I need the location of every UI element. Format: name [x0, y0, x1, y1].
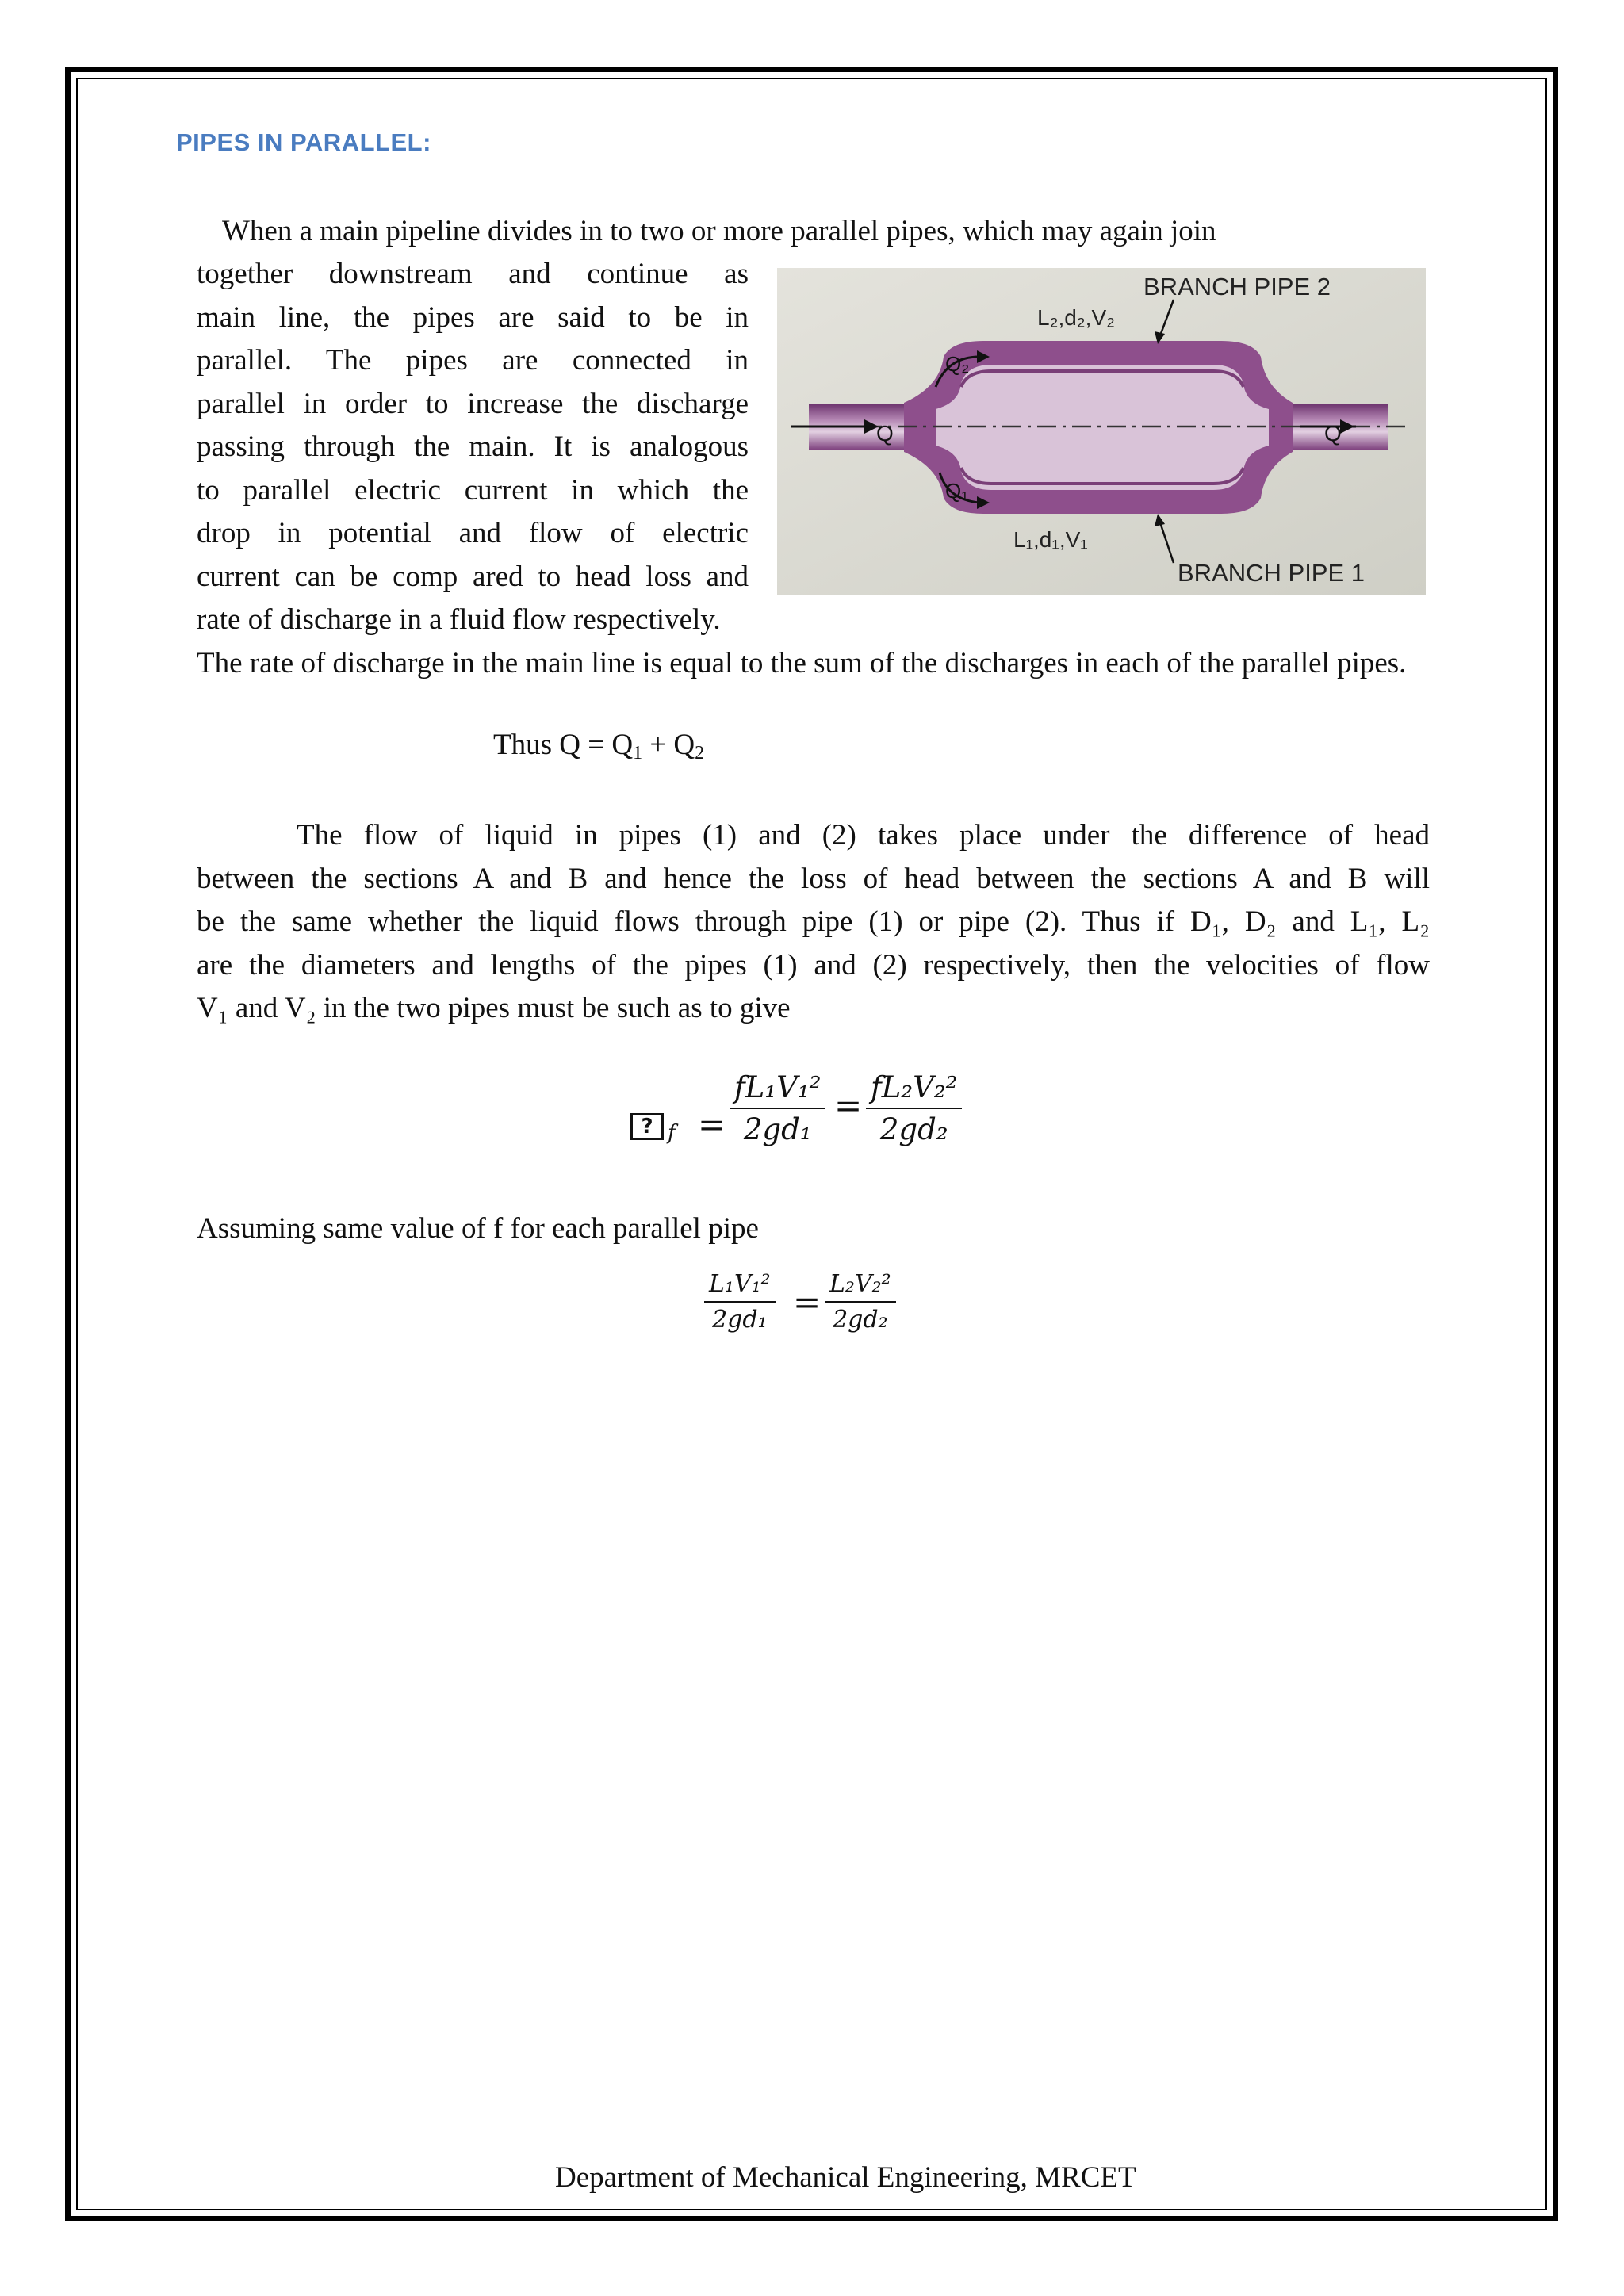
text-line: are the diameters and lengths of the pipes (1) and (2) respectively, then the velocities of flow	[197, 948, 1430, 982]
text-line: rate of discharge in a fluid flow respectively.	[197, 603, 721, 636]
numerator: L₁V₁²	[709, 1270, 771, 1298]
text-line: drop in potential and flow of electric	[197, 517, 749, 549]
text-line: current can be comp ared to head loss and	[197, 560, 749, 593]
denominator: 2gd₂	[833, 1306, 888, 1334]
paragraph-intro-wrapped	[197, 253, 749, 642]
text-line: together downstream and continue as	[197, 258, 749, 290]
branch2-label: BRANCH PIPE 2	[1143, 273, 1331, 300]
simplified-fraction-pipe2	[825, 1270, 896, 1334]
equation-text: + Q	[642, 729, 695, 761]
page-footer: Department of Mechanical Engineering, MRCET	[555, 2161, 1136, 2194]
paragraph-discharge-sum: The rate of discharge in the main line is equal to the sum of the discharges in each of the parallel pipes.	[197, 647, 1407, 679]
branch1-dimensions: L₁,d₁,V₁	[1013, 527, 1088, 552]
equation-text: Thus Q = Q	[493, 729, 634, 761]
equals-sign: =	[834, 1086, 863, 1125]
text-line: passing through the main. It is analogous	[197, 430, 749, 463]
inlet-discharge-label: Q	[876, 421, 894, 446]
simplified-fraction-pipe1	[704, 1270, 776, 1334]
numerator: fL₂V₂²	[871, 1070, 958, 1104]
fraction-pipe1	[730, 1070, 825, 1146]
text-line: parallel in order to increase the discharge	[197, 387, 749, 420]
outlet-discharge-label: Q	[1324, 421, 1342, 446]
subscript: 1	[633, 743, 643, 763]
fraction-pipe2	[866, 1070, 962, 1146]
q1-label: Q₁	[945, 479, 968, 503]
fraction-bar	[704, 1301, 776, 1303]
paragraph-intro-first-line: When a main pipeline divides in to two or more parallel pipes, which may again join	[222, 215, 1216, 247]
text-line: to parallel electric current in which the	[197, 473, 749, 507]
denominator: 2gd₁	[743, 1112, 812, 1146]
q2-label: Q₂	[945, 352, 970, 376]
text-line: The flow of liquid in pipes (1) and (2) takes place under the difference of head	[297, 819, 1430, 851]
text-line: V₁ and V₂ in the two pipes must be such as to give	[197, 992, 791, 1024]
text-line: main line, the pipes are said to be in	[197, 300, 749, 334]
paragraph-assumption: Assuming same value of f for each parallel pipe	[197, 1212, 759, 1245]
continuity-equation	[493, 728, 704, 762]
missing-glyph-icon: ?	[630, 1113, 664, 1140]
equals-sign: =	[698, 1105, 726, 1144]
branch2-dimensions: L₂,d₂,V₂	[1037, 305, 1115, 330]
fraction-bar	[866, 1108, 962, 1109]
parallel-pipes-figure	[777, 268, 1426, 595]
equals-sign: =	[793, 1283, 822, 1322]
denominator: 2gd₂	[879, 1112, 948, 1146]
fraction-bar	[825, 1301, 896, 1303]
section-heading: PIPES IN PARALLEL:	[176, 128, 431, 156]
numerator: fL₁V₁²	[734, 1070, 822, 1104]
text-line: parallel. The pipes are connected in	[197, 344, 749, 377]
denominator: 2gd₁	[712, 1306, 768, 1334]
numerator: L₂V₂²	[829, 1270, 891, 1298]
text-line: between the sections A and B and hence the loss of head between the sections A and B will	[197, 862, 1430, 895]
subscript: 2	[695, 743, 705, 763]
branch1-label: BRANCH PIPE 1	[1178, 559, 1365, 587]
fraction-bar	[730, 1108, 825, 1109]
head-loss-subscript: f	[668, 1121, 676, 1145]
text-line: be the same whether the liquid flows through pipe (1) or pipe (2). Thus if D₁, D₂ and L₁, L₂	[197, 905, 1430, 938]
paragraph-head-loss	[197, 814, 1430, 1031]
